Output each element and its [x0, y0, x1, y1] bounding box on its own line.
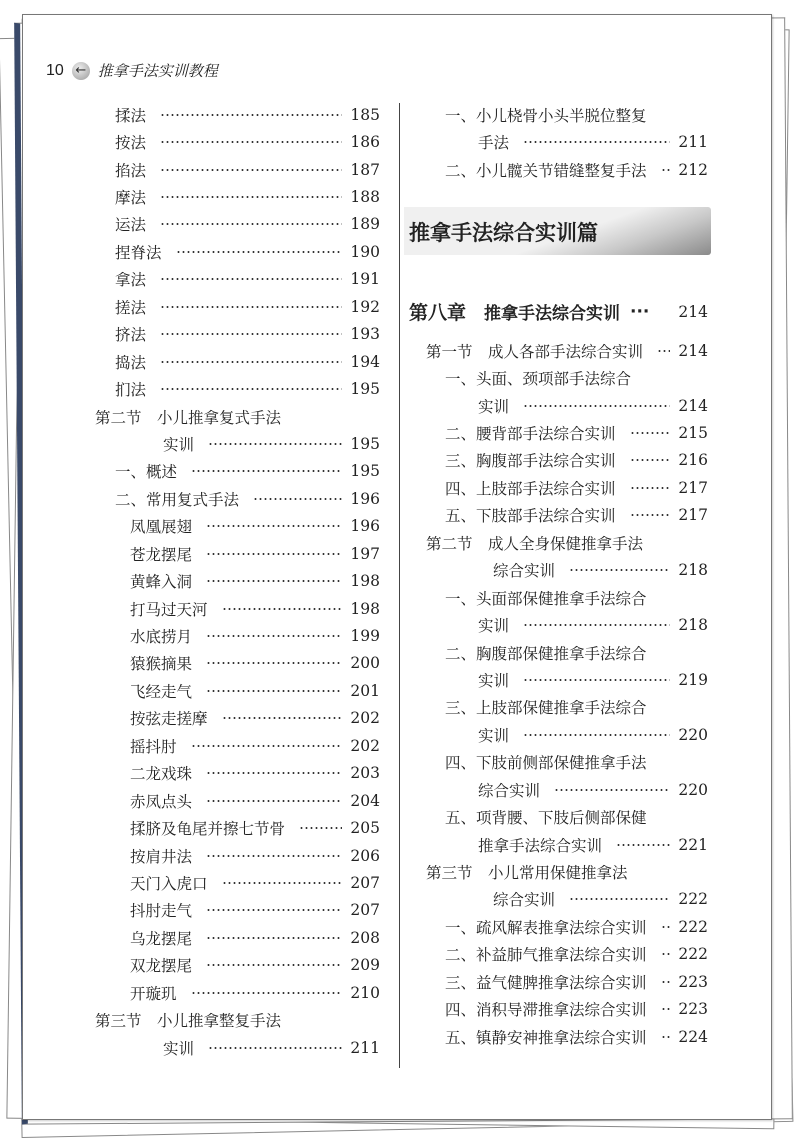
toc-entry-label: 综合实训: [478, 781, 541, 800]
dot-leader: [630, 486, 671, 490]
toc-entry-label: 按法: [115, 134, 147, 153]
chapter-leader: ···: [630, 301, 650, 322]
toc-entry-page: 209: [350, 956, 380, 975]
dot-leader: [523, 623, 670, 627]
toc-entry-label: 捣法: [115, 353, 147, 372]
toc-entry-page: 214: [678, 341, 708, 360]
toc-entry-label: 三、胸腹部手法综合实训: [445, 452, 616, 471]
toc-entry-page: 217: [678, 506, 708, 525]
toc-entry[interactable]: [0, 156, 708, 183]
dot-leader: [657, 349, 670, 353]
toc-entry[interactable]: [0, 776, 708, 803]
toc-entry[interactable]: [0, 968, 708, 995]
toc-entry-label: 一、概述: [115, 463, 178, 482]
toc-entry-page: 198: [350, 599, 380, 618]
toc-entry[interactable]: [0, 1023, 708, 1050]
toc-entry-label: 第二节 小儿推拿复式手法: [95, 408, 282, 427]
toc-entry-label: 三、上肢部保健推拿手法综合: [445, 699, 647, 718]
toc-entry-page: 215: [678, 424, 708, 443]
toc-entry-label: 搓法: [115, 298, 147, 317]
toc-entry-page: 190: [350, 242, 380, 261]
dot-leader: [160, 332, 342, 336]
toc-entry[interactable]: [0, 996, 708, 1023]
toc-entry[interactable]: [0, 721, 708, 748]
toc-entry-label: 打马过天河: [130, 600, 208, 619]
toc-entry-page: 221: [678, 835, 708, 854]
toc-entry-label: 五、项背腰、下肢后侧部保健: [445, 809, 647, 828]
toc-entry-label: 运法: [115, 216, 147, 235]
dot-leader: [176, 250, 343, 254]
toc-entry-page: 224: [678, 1027, 708, 1046]
toc-entry-label: 扪法: [115, 381, 147, 400]
toc-entry-label: 飞经走气: [130, 682, 193, 701]
toc-entry-page: 196: [350, 517, 380, 536]
toc-entry[interactable]: [0, 858, 708, 885]
toc-entry-label: 摩法: [115, 189, 147, 208]
toc-entry[interactable]: [0, 337, 708, 364]
toc-entry[interactable]: [0, 639, 708, 666]
toc-entry-page: 218: [678, 616, 708, 635]
toc-entry[interactable]: [0, 803, 708, 830]
toc-entry-label: 猿猴摘果: [130, 655, 193, 674]
toc-entry-page: 195: [350, 380, 380, 399]
book-title: 推拿手法实训教程: [97, 62, 218, 80]
toc-entry-page: 191: [350, 270, 380, 289]
toc-entry-label: 二龙戏珠: [130, 765, 193, 784]
toc-entry-label: 第二节 成人全身保健推拿手法: [426, 534, 644, 553]
toc-entry-label: 摇抖肘: [130, 737, 177, 756]
toc-entry[interactable]: [0, 666, 708, 693]
toc-entry[interactable]: [0, 101, 708, 128]
toc-entry[interactable]: [0, 557, 708, 584]
toc-entry-page: 199: [350, 627, 380, 646]
toc-entry-label: 苍龙摆尾: [130, 545, 193, 564]
left-arrow-icon: ←: [72, 62, 90, 80]
toc-entry-label: 四、下肢前侧部保健推拿手法: [445, 754, 647, 773]
toc-entry[interactable]: [0, 913, 708, 940]
toc-entry-label: 凤凰展翅: [130, 518, 193, 537]
toc-entry-page: 216: [678, 451, 708, 470]
toc-entry-page: 195: [350, 434, 380, 453]
dot-leader: [523, 733, 670, 737]
toc-entry-label: 五、镇静安神推拿法综合实训: [445, 1028, 647, 1047]
toc-entry-label: 一、头面、颈项部手法综合: [445, 370, 632, 389]
toc-entry-page: 186: [350, 133, 380, 152]
toc-entry-label: 手法: [478, 134, 510, 153]
chapter-title: 推拿手法综合实训: [484, 304, 621, 324]
toc-entry-page: 197: [350, 544, 380, 563]
toc-entry-page: 198: [350, 572, 380, 591]
toc-entry-label: 推拿手法综合实训: [478, 836, 603, 855]
toc-entry[interactable]: [0, 694, 708, 721]
part-title: 推拿手法综合实训篇: [409, 220, 598, 245]
toc-entry[interactable]: [0, 886, 708, 913]
toc-entry-page: 222: [678, 890, 708, 909]
toc-entry-label: 抖肘走气: [130, 902, 193, 921]
toc-entry-page: 214: [678, 396, 708, 415]
toc-entry[interactable]: [0, 529, 708, 556]
toc-entry-label: 综合实训: [493, 891, 556, 910]
toc-entry-page: 204: [350, 791, 380, 810]
toc-entry-page: 217: [678, 478, 708, 497]
toc-entry-label: 实训: [163, 1039, 195, 1058]
dot-leader: [630, 458, 671, 462]
toc-entry[interactable]: [0, 392, 708, 419]
toc-entry-label: 实训: [163, 435, 195, 454]
toc-entry-label: 乌龙摆尾: [130, 929, 193, 948]
dot-leader: [630, 431, 671, 435]
toc-entry-label: 一、疏风解表推拿法综合实训: [445, 918, 647, 937]
toc-entry[interactable]: [0, 266, 380, 293]
chapter-heading[interactable]: [409, 298, 708, 325]
dot-leader: [554, 788, 670, 792]
toc-entry-label: 第一节 成人各部手法综合实训: [426, 342, 644, 361]
toc-entry-page: 223: [678, 972, 708, 991]
toc-entry-label: 揉脐及龟尾并擦七节骨: [130, 820, 286, 839]
toc-entry-label: 双龙摆尾: [130, 957, 193, 976]
toc-entry[interactable]: [0, 293, 380, 320]
toc-entry[interactable]: [0, 183, 380, 210]
chapter-number: 第八章: [409, 302, 467, 324]
toc-entry-label: 四、上肢部手法综合实训: [445, 479, 616, 498]
toc-right-column: [0, 337, 708, 1050]
toc-entry-page: 187: [350, 160, 380, 179]
toc-entry-page: 203: [350, 764, 380, 783]
toc-entry[interactable]: [0, 447, 708, 474]
dot-leader: [661, 1035, 671, 1039]
toc-entry-label: 按肩井法: [130, 847, 193, 866]
dot-leader: [630, 513, 671, 517]
toc-entry-page: 207: [350, 901, 380, 920]
toc-entry[interactable]: [0, 749, 708, 776]
dot-leader: [160, 195, 342, 199]
toc-entry-page: 196: [350, 489, 380, 508]
toc-entry-page: 222: [678, 945, 708, 964]
toc-entry-label: 三、益气健脾推拿法综合实训: [445, 973, 647, 992]
toc-entry-label: 综合实训: [493, 562, 556, 581]
toc-entry-page: 205: [350, 819, 380, 838]
toc-entry[interactable]: [0, 364, 708, 391]
toc-entry-page: 185: [350, 105, 380, 124]
toc-entry[interactable]: [0, 941, 708, 968]
toc-entry-label: 二、胸腹部保健推拿手法综合: [445, 644, 647, 663]
toc-entry-label: 实训: [478, 726, 510, 745]
dot-leader: [569, 897, 670, 901]
toc-entry-label: 一、小儿桡骨小头半脱位整复: [445, 106, 647, 125]
toc-entry-label: 第三节 小儿推拿整复手法: [95, 1012, 282, 1031]
toc-entry-page: 194: [350, 352, 380, 371]
toc-entry-page: 211: [678, 133, 708, 152]
dot-leader: [523, 140, 670, 144]
toc-entry-label: 赤凤点头: [130, 792, 193, 811]
dot-leader: [160, 305, 342, 309]
toc-entry-label: 一、头面部保健推拿手法综合: [445, 589, 647, 608]
toc-entry-page: 212: [678, 160, 708, 179]
toc-entry[interactable]: [0, 611, 708, 638]
dot-leader: [160, 222, 342, 226]
toc-entry[interactable]: [0, 211, 380, 238]
toc-entry-label: 拿法: [115, 271, 147, 290]
toc-entry-label: 四、消积导滞推拿法综合实训: [445, 1001, 647, 1020]
toc-entry[interactable]: [0, 474, 708, 501]
toc-entry[interactable]: [0, 584, 708, 611]
toc-entry-page: 219: [678, 670, 708, 689]
toc-entry-page: 193: [350, 325, 380, 344]
toc-entry-label: 实训: [478, 397, 510, 416]
toc-entry[interactable]: [0, 502, 708, 529]
toc-entry[interactable]: [0, 128, 708, 155]
part-banner: [404, 207, 711, 255]
toc-entry-label: 五、下肢部手法综合实训: [445, 507, 616, 526]
dot-leader: [160, 277, 342, 281]
toc-entry-page: 208: [350, 928, 380, 947]
toc-entry[interactable]: [0, 419, 708, 446]
toc-entry-label: 开璇玑: [130, 984, 177, 1003]
toc-entry-page: 207: [350, 873, 380, 892]
toc-entry-page: 220: [678, 725, 708, 744]
toc-entry-label: 挤法: [115, 326, 147, 345]
dot-leader: [569, 568, 670, 572]
dot-leader: [661, 168, 671, 172]
toc-entry-page: 200: [350, 654, 380, 673]
toc-right-column-top: [0, 101, 708, 183]
toc-entry-label: 揉法: [115, 106, 147, 125]
dot-leader: [523, 404, 670, 408]
chapter-page: 214: [678, 302, 708, 321]
toc-entry-label: 二、补益肺气推拿法综合实训: [445, 946, 647, 965]
toc-entry-label: 实训: [478, 617, 510, 636]
toc-entry-label: 二、常用复式手法: [115, 490, 240, 509]
toc-entry-page: 218: [678, 561, 708, 580]
toc-entry-label: 掐法: [115, 161, 147, 180]
page-number: 10: [46, 61, 64, 79]
toc-entry-label: 二、小儿髋关节错缝整复手法: [445, 161, 647, 180]
toc-entry-label: 天门入虎口: [130, 874, 208, 893]
toc-entry-page: 189: [350, 215, 380, 234]
toc-entry-label: 按弦走搓摩: [130, 710, 208, 729]
dot-leader: [661, 1007, 671, 1011]
toc-entry-label: 实训: [478, 671, 510, 690]
dot-leader: [616, 843, 670, 847]
toc-entry-page: 220: [678, 780, 708, 799]
toc-entry-page: 222: [678, 917, 708, 936]
dot-leader: [661, 952, 671, 956]
toc-entry-page: 206: [350, 846, 380, 865]
toc-entry-label: 二、腰背部手法综合实训: [445, 425, 616, 444]
toc-entry-page: 211: [350, 1038, 380, 1057]
toc-entry-page: 188: [350, 188, 380, 207]
toc-entry-page: 202: [350, 709, 380, 728]
toc-entry[interactable]: [0, 831, 708, 858]
running-header: [46, 60, 218, 81]
toc-entry-page: 192: [350, 297, 380, 316]
toc-entry-page: 223: [678, 1000, 708, 1019]
toc-entry-page: 201: [350, 681, 380, 700]
toc-entry-label: 第三节 小儿常用保健推拿法: [426, 864, 628, 883]
toc-entry-page: 210: [350, 983, 380, 1002]
dot-leader: [661, 980, 671, 984]
toc-entry-label: 捏脊法: [115, 243, 162, 262]
toc-entry-label: 水底捞月: [130, 628, 193, 647]
dot-leader: [523, 678, 670, 682]
dot-leader: [661, 925, 671, 929]
toc-entry-page: 202: [350, 736, 380, 755]
toc-entry[interactable]: [0, 238, 380, 265]
toc-entry-label: 黄蜂入洞: [130, 573, 193, 592]
toc-entry-page: 195: [350, 462, 380, 481]
